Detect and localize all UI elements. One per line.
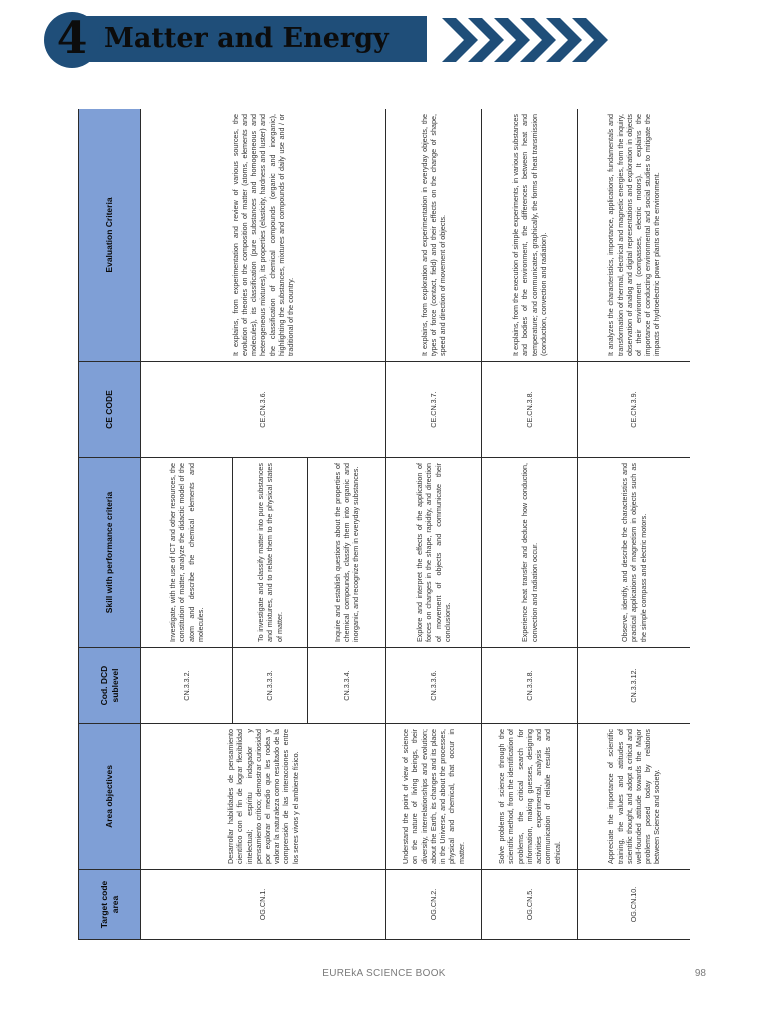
target-code-cell: OG.CN.10. (578, 870, 691, 940)
chevron-arrows-icon (442, 18, 608, 62)
area-objective-cell: Understand the point of view of science on the nature of living beings, their diversity, interrelationships and evolution; about the Earth, its changes and its place in the Universe, and about the processes, physical and chemical, that occur in matter. (386, 724, 482, 870)
dcd-code-cell: CN.3.3.4. (308, 648, 386, 724)
ce-code-cell: CE.CN.3.7. (386, 362, 482, 458)
dcd-code-cell: CN.3.3.3. (233, 648, 308, 724)
dcd-code-cell: CN.3.3.8. (482, 648, 578, 724)
column-header: Evaluation Criteria (79, 109, 141, 362)
book-name: EUREkA SCIENCE BOOK (322, 968, 446, 979)
dcd-code-cell: CN.3.3.2. (141, 648, 233, 724)
table-header-row (79, 109, 141, 940)
dcd-code-cell: CN.3.3.6. (386, 648, 482, 724)
rotated-page (78, 109, 690, 940)
skill-cell: Investigate, with the use of ICT and other resources, the constitution of matter, analyze the didactic model of the atom and describe the chemical elements and molecules. (141, 458, 233, 648)
table-row (578, 109, 691, 940)
area-objective-cell: Appreciate the importance of scientific training, the values and attitudes of scientific thought, and adopt a critical and well-founded attitude towards the Major problems posed today by relations between Science and society. (578, 724, 691, 870)
target-code-cell: OG.CN.5. (482, 870, 578, 940)
ce-code-cell: CE.CN.3.6. (141, 362, 386, 458)
target-code-cell: OG.CN.1. (141, 870, 386, 940)
column-header: CE CODE (79, 362, 141, 458)
evaluation-criteria-cell: It explains, from exploration and experimentation in everyday objects, the types of force (contact, field) and their effects on the change of shape, speed and direction of movement of objects. (386, 109, 482, 362)
chapter-title: Matter and Energy (104, 23, 389, 54)
area-objective-cell: Solve problems of science through the scientific method, from the identification of problems, the critical search for information, making guesses, designing activities experimental, analysis and communication of reliable results and ethical. (482, 724, 578, 870)
column-header: Target code area (79, 870, 141, 940)
skill-cell: Explore and interpret the effects of the application of forces on changes in the shape, rapidity, and direction of movement of objects and communicate their conclusions. (386, 458, 482, 648)
chapter-number: 4 (56, 13, 88, 64)
page-number: 98 (694, 968, 706, 979)
skill-cell: To investigate and classify matter into pure substances and mixtures, and to relate them to the physical states of matter. (233, 458, 308, 648)
table-row (482, 109, 578, 940)
area-objective-cell: Desarrollar habilidades de pensamiento científico con el fin de lograr flexibilidad intelectual; espíritu indagador y pensamiento crítico; demostrar curiosidad por explorar el medio que les rodea y valorar la naturaleza como resultado de la comprensión de las interacciones entre los seres vivos y el ambiente físico. (141, 724, 386, 870)
evaluation-criteria-cell: It explains, from experimentation and review of various sources, the evolution of theories on the composition of matter (atoms, elements and molecules), its classification (pure substances and homogeneous and heterogeneous mixtures), its properties (elasticity, hardness and luster) and the classification of chemical compounds (organic and inorganic), highlighting the substances, mixtures and compounds of daily use and / or traditional of the country. (141, 109, 386, 362)
curriculum-table-container (78, 109, 690, 940)
dcd-code-cell: CN.3.3.12. (578, 648, 691, 724)
ce-code-cell: CE.CN.3.9. (578, 362, 691, 458)
evaluation-criteria-cell: It explains, from the execution of simple experiments, in various substances and bodies of the environment, the differences between heat and temperature; and communicates, graphically, the forms of heat transmission (conduction, convection and radiation). (482, 109, 578, 362)
column-header: Cod. DCD sublevel (79, 648, 141, 724)
column-header: Area objectives (79, 724, 141, 870)
target-code-cell: OG.CN.2. (386, 870, 482, 940)
table-row (386, 109, 482, 940)
column-header: Skill with performance criteria (79, 458, 141, 648)
skill-cell: Inquire and establish questions about the properties of chemical compounds, classify them into organic and inorganic, and recognize them in everyday substances. (308, 458, 386, 648)
curriculum-table (78, 109, 690, 940)
evaluation-criteria-cell: It analyzes the characteristics, importance, applications, fundamentals and transformation of thermal, electrical and magnetic energies, from the inquiry, observation of analog and digital representations and exploration in objects of their environment (compasses, electric motors). It explains the importance of conducting environmental and social studies to mitigate the impacts of hydroelectric power plants on the environment. (578, 109, 691, 362)
skill-cell: Observe, identify, and describe the characteristics and practical applications of magnetism in objects such as the simple compass and electric motors. (578, 458, 691, 648)
table-row (141, 109, 233, 940)
skill-cell: Experience heat transfer and deduce how conduction, convection and radiation occur. (482, 458, 578, 648)
ce-code-cell: CE.CN.3.8. (482, 362, 578, 458)
